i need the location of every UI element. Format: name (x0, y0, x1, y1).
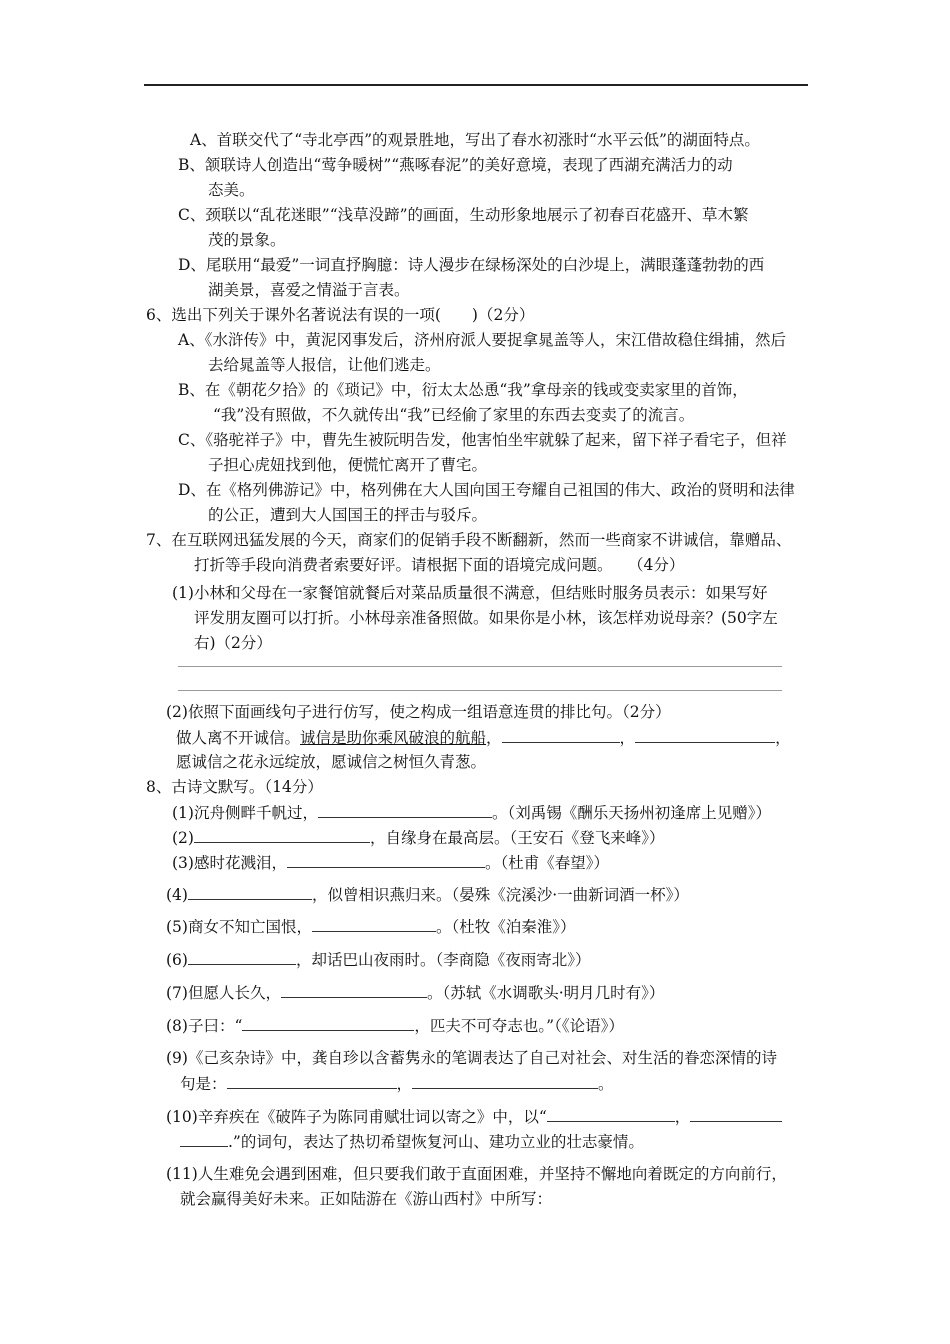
q8-line-11: (11)人生难免会遇到困难，但只要我们敢于直面困难，并坚持不懈地向着既定的方向前行， (166, 1165, 787, 1183)
answer-blank[interactable] (287, 852, 485, 868)
q6-option-d-cont: 的公正，遭到大人国国王的抨击与驳斥。 (208, 506, 488, 524)
q8-line-4 (166, 884, 689, 905)
answer-blank[interactable] (281, 982, 427, 998)
q5-option-d-cont: 湖美景，喜爱之情溢于言表。 (208, 281, 410, 299)
q8-stem: 8、古诗文默写。（14分） (146, 778, 323, 796)
q8-line-9: (9)《己亥杂诗》中，龚自珍以含蓄隽永的笔调表达了自己对社会、对生活的眷恋深情的诗 (166, 1049, 777, 1067)
q6-option-a: A、《水浒传》中，黄泥冈事发后，济州府派人要捉拿晁盖等人，宋江借故稳住缉捕，然后 (178, 331, 786, 349)
q8-line-10 (166, 1106, 782, 1127)
q8-line-8 (166, 1015, 624, 1036)
underlined-sentence: 诚信是助你乘风破浪的航船 (300, 729, 487, 747)
line-text: (3)感时花溅泪， (172, 854, 287, 872)
answer-blank[interactable] (188, 949, 296, 965)
q8-line-11-cont: 就会赢得美好未来。正如陆游在《游山西村》中所写： (180, 1190, 553, 1208)
q6-option-d: D、在《格列佛游记》中，格列佛在大人国向国王夸耀自己祖国的伟大、政治的贤明和法律 (178, 481, 795, 499)
q6-option-c-cont: 子担心虎妞找到他，便慌忙离开了曹宅。 (208, 456, 488, 474)
line-text: (2) (172, 829, 194, 847)
imitation-blank-2[interactable] (635, 727, 775, 743)
answer-blank[interactable] (194, 827, 370, 843)
q7-part2-example (176, 727, 791, 748)
answer-blank[interactable] (318, 802, 492, 818)
q5-option-c-cont: 茂的景象。 (208, 231, 286, 249)
q6-option-a-cont: 去给晁盖等人报信，让他们逃走。 (208, 356, 441, 374)
line-text: 。（苏轼《水调歌头·明月几时有》） (426, 984, 665, 1002)
comma: ， (486, 729, 502, 747)
answer-blank[interactable] (242, 1015, 414, 1031)
q6-stem: 6、选出下列关于课外名著说法有误的一项( )（2分） (146, 306, 535, 324)
q5-option-b-cont: 态美。 (208, 181, 255, 199)
comma: ， (619, 729, 636, 747)
line-text: ， (396, 1075, 413, 1093)
line-text: 句是： (180, 1075, 227, 1093)
q6-option-c: C、《骆驼祥子》中，曹先生被阮明告发，他害怕坐牢就躲了起来，留下祥子看宅子，但祥 (178, 431, 787, 449)
comma: ， (775, 729, 791, 747)
answer-blank[interactable] (227, 1073, 397, 1089)
q5-option-d: D、尾联用“最爱”一词直抒胸臆：诗人漫步在绿杨深处的白沙堤上，满眼蓬蓬勃勃的西 (178, 256, 765, 274)
q5-option-b: B、颔联诗人创造出“莺争暖树”“燕啄春泥”的美好意境，表现了西湖充满活力的动 (178, 156, 733, 174)
line-text: (10)辛弃疾在《破阵子为陈同甫赋壮词以寄之》中，以“ (166, 1108, 547, 1126)
line-text: (7)但愿人长久， (166, 984, 281, 1002)
line-text: (4) (166, 886, 188, 904)
q8-line-5 (166, 916, 575, 937)
q6-option-b: B、在《朝花夕拾》的《琐记》中，衍太太怂恿“我”拿母亲的钱或变卖家里的首饰， (178, 381, 748, 399)
q7-part1: (1)小林和父母在一家餐馆就餐后对菜品质量很不满意，但结账时服务员表示：如果写好 (172, 584, 768, 602)
answer-blank[interactable] (412, 1073, 598, 1089)
line-text: (5)商女不知亡国恨， (166, 918, 312, 936)
line-text: ，自缘身在最高层。（王安石《登飞来峰》） (369, 829, 665, 847)
q7-part2-closing: 愿诚信之花永远绽放，愿诚信之树恒久青葱。 (176, 753, 487, 771)
answer-blank[interactable] (312, 916, 436, 932)
q5-option-c: C、颈联以“乱花迷眼”“浅草没蹄”的画面，生动形象地展示了初春百花盛开、草木繁 (178, 206, 749, 224)
line-text: ，似曾相识燕归来。（晏殊《浣溪沙·一曲新词酒一杯》） (311, 886, 689, 904)
line-text: ， (674, 1108, 691, 1126)
line-text: ，却话巴山夜雨时。（李商隐《夜雨寄北》） (295, 951, 591, 969)
line-text: 。（杜甫《春望》） (484, 854, 609, 872)
q8-line-6 (166, 949, 590, 970)
answer-blank[interactable] (690, 1106, 782, 1122)
q7-part1-cont2: 右)（2分） (194, 634, 272, 652)
line-text: (1)沉舟侧畔千帆过， (172, 804, 318, 822)
q8-line-2 (172, 827, 664, 848)
line-text: 。（杜牧《泊秦淮》） (435, 918, 576, 936)
q7-answer-line-1[interactable] (178, 666, 782, 667)
q5-option-a: A、首联交代了“寺北亭西”的观景胜地，写出了春水初涨时“水平云低”的湖面特点。 (190, 131, 760, 149)
line-text: (8)子曰：“ (166, 1017, 243, 1035)
q7-part1-cont: 评发朋友圈可以打折。小林母亲准备照做。如果你是小林，该怎样劝说母亲？(50字左 (194, 609, 778, 627)
q8-line-7 (166, 982, 664, 1003)
answer-blank[interactable] (547, 1106, 675, 1122)
line-text: 。（刘禹锡《酬乐天扬州初逢席上见赠》） (491, 804, 771, 822)
line-text: ，匹夫不可夺志也。”（《论语》） (414, 1017, 624, 1035)
example-lead: 做人离不开诚信。 (176, 729, 301, 747)
q7-stem: 7、在互联网迅猛发展的今天，商家们的促销手段不断翻新，然而一些商家不讲诚信，靠赠品、 (146, 531, 792, 549)
q7-stem-cont: 打折等手段向消费者索要好评。请根据下面的语境完成问题。 （4分） (194, 556, 685, 574)
q6-option-b-cont: “我”没有照做，不久就传出“我”已经偷了家里的东西去变卖了的流言。 (213, 406, 695, 424)
q8-line-10-cont (180, 1131, 644, 1152)
q8-line-3 (172, 852, 609, 873)
q7-part2: (2)依照下面画线句子进行仿写，使之构成一组语意连贯的排比句。（2分） (166, 703, 671, 721)
line-text: 。 (598, 1075, 614, 1093)
header-rule (144, 84, 808, 86)
line-text: .”的词句，表达了热切希望恢复河山、建功立业的壮志豪情。 (228, 1133, 644, 1151)
imitation-blank-1[interactable] (502, 727, 620, 743)
line-text: (6) (166, 951, 188, 969)
answer-blank[interactable] (180, 1131, 228, 1147)
q7-answer-line-2[interactable] (178, 690, 782, 691)
q8-line-9-cont (180, 1073, 614, 1094)
answer-blank[interactable] (188, 884, 312, 900)
q8-line-1 (172, 802, 771, 823)
